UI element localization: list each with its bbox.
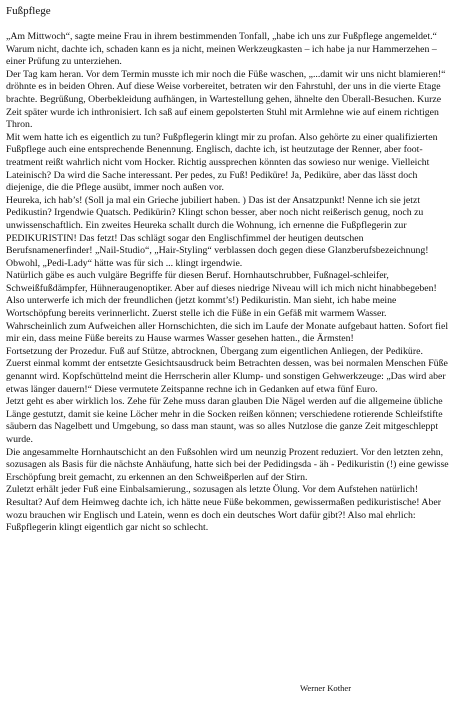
paragraph: Heureka, ich hab’s! (Soll ja mal ein Grieche jubiliert haben. ) Das ist der Ansatzpunkt! Nenne ich sie jetzt Pedikustin? Irgendwie Quatsch. Pedikürin? Klingt schon besser, aber noch nicht reißerisch genug, noch zu unwissenschaftlich. Ein zweites Heureka schallt durch die Wohnung, ich ernenne die Fußpflegerin zur PEDIKURISTIN! Das fetzt! Das schlägt sogar den Englischfimmel der heutigen deutschen Berufsnamenerfinder! „Nail-Studio“, „Hair-Styling“ verblassen doch gegen diese Glanzberufsbezeichnung! Obwohl, „Pedi-Lady“ hätte was für sich ... klingt irgendwie. [6, 194, 429, 269]
paragraph: „Am Mittwoch“, sagte meine Frau in ihrem bestimmenden Tonfall, „habe ich uns zur Fußpflege angemeldet.“ Warum nicht, dachte ich, schaden kann es ja nicht, meinen Werkzeugkasten – ich habe ja nur Hammerzehen – einer Prüfung zu unterziehen. [6, 31, 437, 68]
paragraph: Mit wem hatte ich es eigentlich zu tun? Fußpflegerin klingt mir zu profan. Also gehörte zu einer qualifizierten Fußpflege auch eine entsprechende Benennung. Englisch, dachte ich, ist heutzutage der Renner, aber foot-treatment reißt wahrlich nicht vom Hocker. Richtig aussprechen könnten das sowieso nur wenige. Vielleicht Lateinisch? Da wird die Sache interessant. Per pedes, zu Fuß! Pediküre! Ja, Pediküre, aber das lässt doch diejenige, die die Pflege ausübt, immer noch außen vor. [6, 131, 438, 194]
paragraph: Der Tag kam heran. Vor dem Termin musste ich mir noch die Füße waschen, „...damit wir uns nicht blamieren!“ dröhnte es in beiden Ohren. Auf diese Weise vorbereitet, betraten wir den Fahrstuhl, der uns in die vierte Etage brachte. Begrüßung, Oberbekleidung aufhängen, in Wartestellung gehen, ähnelte den Überall-Besuchen. Kurze Zeit später wurde ich inthronisiert. Ich saß auf einem gepolsterten Stuhl mit Armlehne wie auf einem richtigen Thron. [6, 68, 446, 131]
document-body [6, 31, 449, 535]
paragraph: Resultat? Auf dem Heimweg dachte ich, ich hätte neue Füße bekommen, gewissermaßen pedikuristische! Aber wozu brauchen wir Englisch und Latein, wenn es doch ein deutsches Wort dafür gibt?! Also mal ehrlich: Fußpflegerin klingt eigentlich gar nicht so schlecht. [6, 496, 442, 534]
document-title: Fußpflege [6, 5, 51, 17]
paragraph: Jetzt geht es aber wirklich los. Zehe für Zehe muss daran glauben Die Nägel werden auf die allgemeine übliche Länge gestutzt, damit sie keine Löcher mehr in die Socken reißen können; verschiedene rotierende Schleifstifte säubern das Nagelbett und Umgebung, so dass man staunt, was so alles Nutzlose die ganze Zeit mitgeschleppt wurde. [6, 396, 443, 445]
paragraph: Natürlich gäbe es auch vulgäre Begriffe für diesen Beruf. Hornhautschrubber, Fußnagel-schleifer, Schweißfußdämpfer, Hühneraugenoptiker. Aber auf dieses niedrige Niveau will ich mich nicht hinabbegeben! [6, 270, 437, 294]
paragraph: Also unterwerfe ich mich der freundlichen (jetzt kommt’s!) Pedikuristin. Man sieht, ich habe meine Wortschöpfung bereits verinnerlicht. Zuerst stelle ich die Füße in ein Gefäß mit warmem Wasser. Wahrscheinlich zum Aufweichen aller Hornschichten, die sich im Laufe der Monate aufgebaut hatten. Sofort fiel mir ein, dass meine Füße bereits zu Hause warmes Wasser gesehen hatten., die Ärmsten! [6, 295, 449, 345]
author-signature: Werner Kother [300, 683, 352, 693]
paragraph: Fortsetzung der Prozedur. Fuß auf Stütze, abtrocknen, Übergang zum eigentlichen Anliegen, der Pediküre. Zuerst einmal kommt der entsetzte Gesichtsausdruck beim Betrachten dessen, was bei normalen Menschen Füße genannt wird. Kopfschüttelnd meint die Herrscherin aller Klump- und sonstigen Gehwerkzeuge: „Das wird aber etwas länger dauern!“ Diese vermutete Zeitspanne rechne ich in Gedanken auf etwa fünf Euro. [6, 345, 448, 395]
paragraph: Die angesammelte Hornhautschicht an den Fußsohlen wird um neunzig Prozent reduziert. Vor den letzten zehn, sozusagen als Basis für die nächste Anhäufung, hatte sich bei der Pedidingsda - äh - Pedikuristin (!) eine gewisse Erschöpfung breit gemacht, zu erkennen an den Schweißperlen auf der Stirn. [6, 446, 449, 483]
paragraph: Zuletzt erhält jeder Fuß eine Einbalsamierung., sozusagen als letzte Ölung. Vor dem Aufstehen natürlich! [6, 484, 419, 496]
